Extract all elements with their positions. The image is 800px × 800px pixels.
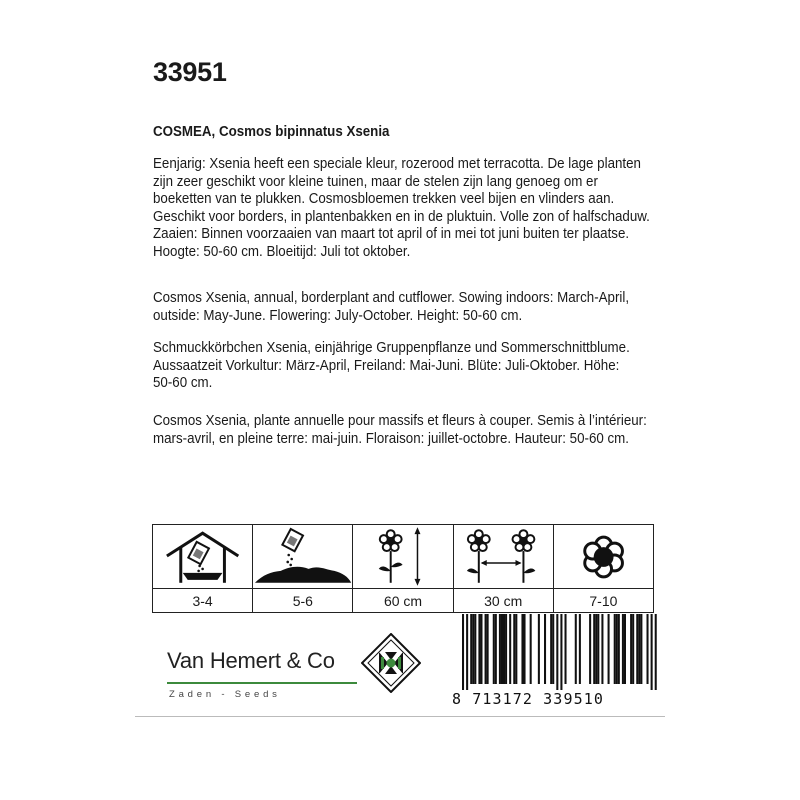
barcode-bar — [655, 614, 657, 690]
barcode-bar — [601, 614, 603, 684]
description-line: Eenjarig: Xsenia heeft een speciale kleur, rozerood met terracotta. De lage planten — [153, 156, 641, 172]
barcode-bars — [452, 612, 657, 692]
flowering-cell — [554, 525, 653, 612]
barcode-bar — [509, 614, 511, 684]
barcode-bar — [544, 614, 546, 684]
plant-spacing-cell — [454, 525, 554, 612]
barcode-bar — [565, 614, 567, 684]
description-french — [153, 413, 647, 448]
barcode-bar — [632, 614, 634, 684]
description-line: mars-avril, en pleine terre: mai-juin. Floraison: juillet-octobre. Hauteur: 50-60 cm. — [153, 430, 629, 447]
barcode-bar — [478, 614, 480, 684]
barcode-bar — [589, 614, 591, 684]
barcode-bar — [550, 614, 552, 684]
barcode-bar — [485, 614, 487, 684]
sowing-outdoor-months: 5-6 — [292, 592, 313, 609]
barcode-bar — [556, 614, 558, 690]
brand-divider — [167, 682, 357, 684]
barcode-bar — [499, 614, 501, 684]
barcode-bar — [579, 614, 581, 684]
sowing-indoor-months: 3-4 — [192, 592, 213, 609]
sowing-indoor-cell — [153, 525, 253, 612]
product-number: 33951 — [153, 57, 227, 87]
flowering-months: 7-10 — [589, 592, 618, 609]
description-line: 50-60 cm. — [153, 375, 213, 392]
barcode-bar — [616, 614, 618, 684]
brand-tagline: Zaden - Seeds — [169, 689, 281, 700]
barcode-bar — [622, 614, 624, 684]
barcode-bar — [595, 614, 597, 684]
barcode-bar — [480, 614, 482, 684]
barcode-bar — [647, 614, 649, 684]
description-line: Geschikt voor borders, in plantenbakken en in de pluktuin. Volle zon of halfschaduw. — [153, 208, 650, 225]
plant-height-cell — [353, 525, 453, 612]
barcode-bar — [501, 614, 503, 684]
brand-name: Van Hemert & Co — [167, 648, 335, 673]
description-line: Zaaien: Binnen voorzaaien van maart tot april of in mei tot juni buiten ter plaatse. — [153, 226, 630, 243]
barcode-bar — [651, 614, 653, 690]
barcode-bar — [474, 614, 476, 684]
barcode-bar — [513, 614, 515, 684]
barcode-bar — [552, 614, 554, 684]
description-dutch — [153, 156, 650, 262]
plant-height-icon — [353, 525, 452, 588]
barcode-bar — [630, 614, 632, 684]
barcode — [452, 612, 657, 708]
plant-spacing-value: 30 cm — [484, 592, 523, 609]
barcode-bar — [593, 614, 595, 684]
barcode-bar — [462, 614, 464, 690]
barcode-bar — [636, 614, 638, 684]
description-line: Cosmos Xsenia, annual, borderplant and cutflower. Sowing indoors: March-April, — [153, 290, 630, 306]
brand-logo — [163, 643, 358, 703]
barcode-bar — [597, 614, 599, 684]
barcode-digits: 8 713172 339510 — [452, 690, 604, 708]
barcode-bar — [624, 614, 626, 684]
description-german — [153, 340, 641, 393]
description-line: Schmuckkörbchen Xsenia, einjährige Gruppenpflanze und Sommerschnittblume. — [153, 340, 630, 356]
product-title: COSMEA, Cosmos bipinnatus Xsenia — [153, 124, 390, 140]
indoor-sowing-icon — [153, 525, 252, 588]
plant-spacing-icon — [454, 525, 553, 588]
description-line: Cosmos Xsenia, plante annuelle pour massifs et fleurs à couper. Semis à l’intérieur: — [153, 413, 647, 429]
seed-quality-emblem-icon — [361, 633, 421, 693]
description-line: zijn zeer geschikt voor kleine tuinen, maar de stelen zijn lang genoeg om er — [153, 173, 598, 190]
barcode-bar — [487, 614, 489, 684]
barcode-bar — [614, 614, 616, 684]
barcode-bar — [493, 614, 495, 684]
barcode-bar — [503, 614, 505, 684]
description-line: boeketten van te plukken. Cosmosbloemen trekken veel bijen en vlinders aan. — [153, 191, 615, 208]
barcode-bar — [560, 614, 562, 690]
description-line: Hoogte: 50-60 cm. Bloeitijd: Juli tot oktober. — [153, 243, 411, 260]
barcode-bar — [470, 614, 472, 684]
barcode-bar — [575, 614, 577, 684]
sowing-outdoor-cell — [253, 525, 353, 612]
barcode-bar — [530, 614, 532, 684]
barcode-bar — [521, 614, 523, 684]
barcode-bar — [608, 614, 610, 684]
outdoor-sowing-icon — [253, 525, 352, 588]
barcode-bar — [524, 614, 526, 684]
barcode-bar — [466, 614, 468, 690]
plant-height-value: 60 cm — [383, 592, 423, 609]
barcode-bar — [640, 614, 642, 684]
description-english — [153, 290, 641, 325]
barcode-bar — [505, 614, 507, 684]
barcode-bar — [515, 614, 517, 684]
description-line: outside: May-June. Flowering: July-October. Height: 50-60 cm. — [153, 307, 523, 324]
flowering-icon — [554, 525, 653, 588]
sowing-info-table — [152, 524, 654, 613]
bottom-divider — [135, 716, 665, 717]
barcode-bar — [638, 614, 640, 684]
description-line: Aussaatzeit Vorkultur: März-April, Freiland: Mai-Juni. Blüte: Juli-Oktober. Höhe: — [153, 357, 620, 374]
barcode-bar — [495, 614, 497, 684]
barcode-bar — [472, 614, 474, 684]
barcode-bar — [618, 614, 620, 684]
barcode-bar — [538, 614, 540, 684]
